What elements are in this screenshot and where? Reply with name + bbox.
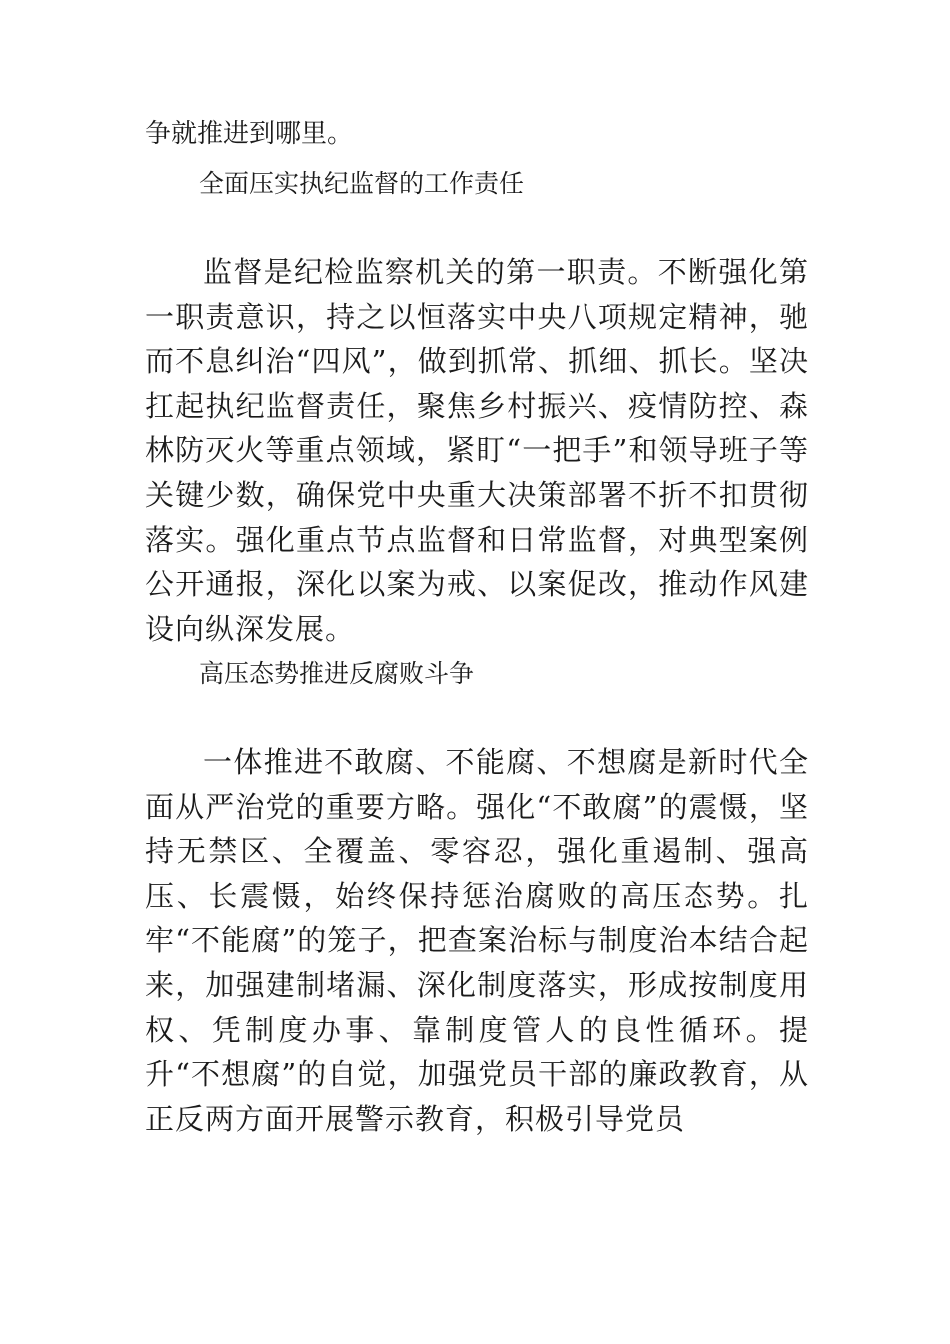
section-heading-supervision: 全面压实执纪监督的工作责任 (199, 169, 525, 198)
section-paragraph-anticorruption: 一体推进不敢腐、不能腐、不想腐是新时代全面从严治党的重要方略。强化“不敢腐”的震慑，坚持无禁区、全覆盖、零容忍，强化重遏制、强高压、长震慑，始终保持惩治腐败的高压态势。扎牢“不能腐”的笼子，把查案治标与制度治本结合起来，加强建制堵漏、深化制度落实，形成按制度用权、凭制度办事、靠制度管人的良性循环。提升“不想腐”的自觉，加强党员干部的廉政教育，从正反两方面开展警示教育，积极引导党员 (145, 745, 809, 1136)
continuation-text: 争就推进到哪里。 (145, 119, 354, 149)
section-heading-anticorruption: 高压态势推进反腐败斗争 (199, 659, 475, 688)
section-paragraph-supervision: 监督是纪检监察机关的第一职责。不断强化第一职责意识，持之以恒落实中央八项规定精神，驰而不息纠治“四风”，做到抓常、抓细、抓长。坚决扛起执纪监督责任，聚焦乡村振兴、疫情防控、森林防灭火等重点领域，紧盯“一把手”和领导班子等关键少数，确保党中央重大决策部署不折不扣贯彻落实。强化重点节点监督和日常监督，对典型案例公开通报，深化以案为戒、以案促改，推动作风建设向纵深发展。 (145, 255, 809, 646)
